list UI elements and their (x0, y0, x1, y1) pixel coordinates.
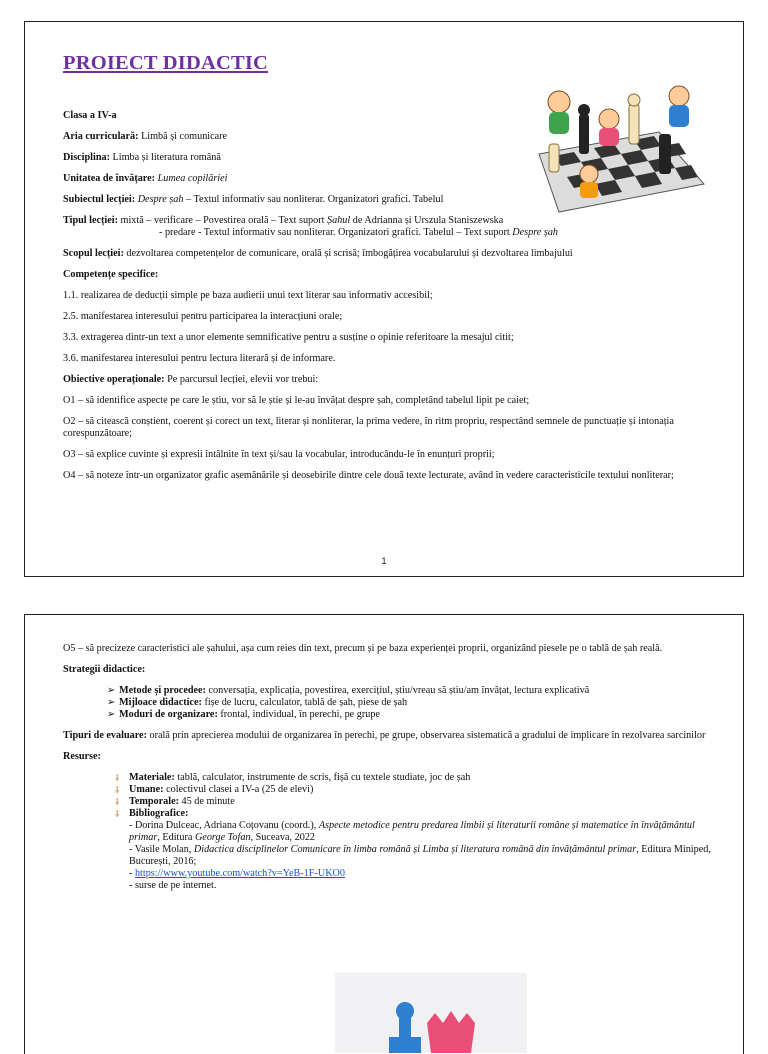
arrow-bullet-icon: ➢ (107, 709, 116, 720)
arrow-bullet-icon: ➢ (107, 697, 116, 708)
resurse-list (63, 772, 713, 820)
dagger-bullet-icon: ⸸ (115, 797, 120, 807)
list-item: ⸸ Materiale: tablă, calculator, instrumente de scris, fișă cu textele studiate, joc de șah (115, 772, 471, 783)
obiectiv-item: O3 – să explice cuvinte și expresii întâlnite în text și/sau la vocabular, introducându-le în enunțuri proprii; (63, 449, 495, 460)
obiectiv-item: O1 – să identifice aspecte pe care le știu, vor să le știe și le-au învățat despre șah, completând tabelul lipit pe caiet; (63, 395, 530, 406)
bibliografie-item: - Vasile Molan, Didactica disciplinelor Comunicare în limba română și Limba și literatura română din învățământul primar, Editura Miniped, București, 2016; (129, 844, 711, 867)
aria-line: Aria curriculară: Limbă și comunicare (63, 131, 228, 142)
competenta-item: 3.3. extragerea dintr-un text a unor elemente semnificative pentru a susține o opinie referitoare la mesajul citit; (63, 332, 514, 343)
list-item: ⸸ Bibliografice: (115, 808, 189, 819)
strategii-list (63, 685, 713, 721)
dagger-bullet-icon: ⸸ (115, 809, 120, 819)
bibliografie-item: - Dorina Dulceac, Adriana Coțovanu (coord.), Aspecte metodice pentru predarea limbii și literaturii române și matematice în învățământul primar, Editura George Tofan, Suceava, 2022 (129, 820, 695, 843)
obiective-line: Obiective operaționale: Pe parcursul lecției, elevii vor trebui: (63, 374, 319, 385)
competenta-item: 3.6. manifestarea interesului pentru lectura literară și de informare. (63, 353, 336, 364)
competente-heading: Competențe specifice: (63, 269, 159, 280)
bibliografie-item: - https://www.youtube.com/watch?v=YeB-1F-UKO0 (129, 868, 345, 879)
page1-content (63, 110, 713, 491)
list-item: ➢ Metode și procedee: conversația, explicația, povestirea, exercițiul, știu/vreau să știu/am învățat, lectura explicativă (107, 685, 590, 696)
tipul-line: Tipul lecției: mixtă – verificare – Povestirea orală – Text suport Șahul de Adrianna și Urszula Staniszewska - predare - Textul informativ sau nonliterar. Organizatori grafici. Tabelul – Text suport Despre șah (63, 215, 559, 238)
document-page-2 (24, 614, 744, 1054)
unitatea-line: Unitatea de învățare: Lumea copilăriei (63, 173, 228, 184)
chess-pieces-illustration (335, 973, 527, 1053)
bibliografie-block (63, 820, 713, 892)
obiectiv-item: O2 – să citească conștient, coerent și corect un text, literar și nonliterar, la prima vedere, în ritm propriu, respectând semnele de punctuație și intonația corespunzătoare; (63, 416, 674, 439)
dagger-bullet-icon: ⸸ (115, 785, 120, 795)
scopul-line: Scopul lecției: dezvoltarea competențelor de comunicare, orală și scrisă; îmbogățirea vocabularului și dezvoltarea limbajului (63, 248, 573, 259)
evaluare-line: Tipuri de evaluare: orală prin aprecierea modului de organizarea în perechi, pe grupe, observarea sistematică a gradului de implicare în rezolvarea sarcinilor (63, 730, 706, 741)
strategii-heading: Strategii didactice: (63, 664, 146, 675)
disciplina-line: Disciplina: Limba și literatura română (63, 152, 221, 163)
youtube-link[interactable]: https://www.youtube.com/watch?v=YeB-1F-UKO0 (134, 868, 345, 879)
clasa-line: Clasa a IV-a (63, 110, 117, 121)
obiectiv-o5: O5 – să precizeze caracteristici ale șahului, așa cum reies din text, precum și pe baza experienței proprii, organizând piesele pe o tablă de șah reală. (63, 643, 663, 654)
page-number: 1 (381, 556, 387, 566)
arrow-bullet-icon: ➢ (107, 685, 116, 696)
list-item: ⸸ Temporale: 45 de minute (115, 796, 235, 807)
competenta-item: 1.1. realizarea de deducții simple pe baza audierii unui text literar sau informativ accesibil; (63, 290, 433, 301)
list-item: ➢ Mijloace didactice: fișe de lucru, calculator, tablă de șah, piese de șah (107, 697, 408, 708)
resurse-heading: Resurse: (63, 751, 101, 762)
page2-content (63, 643, 713, 892)
bibliografie-item: - surse de pe internet. (129, 880, 217, 891)
document-page-1 (24, 21, 744, 577)
competenta-item: 2.5. manifestarea interesului pentru participarea la interacțiuni orale; (63, 311, 343, 322)
list-item: ⸸ Umane: colectivul clasei a IV-a (25 de elevi) (115, 784, 314, 795)
list-item: ➢ Moduri de organizare: frontal, individual, în perechi, pe grupe (107, 709, 380, 720)
page-title: PROIECT DIDACTIC (63, 52, 269, 74)
subiectul-line: Subiectul lecției: Despre șah – Textul informativ sau nonliterar. Organizatori grafici. Tabelul (63, 194, 444, 205)
dagger-bullet-icon: ⸸ (115, 773, 120, 783)
obiectiv-item: O4 – să noteze într-un organizator grafic asemănările și deosebirile dintre cele două texte lecturate, având în vedere caracteristicile textului nonliterar; (63, 470, 674, 481)
